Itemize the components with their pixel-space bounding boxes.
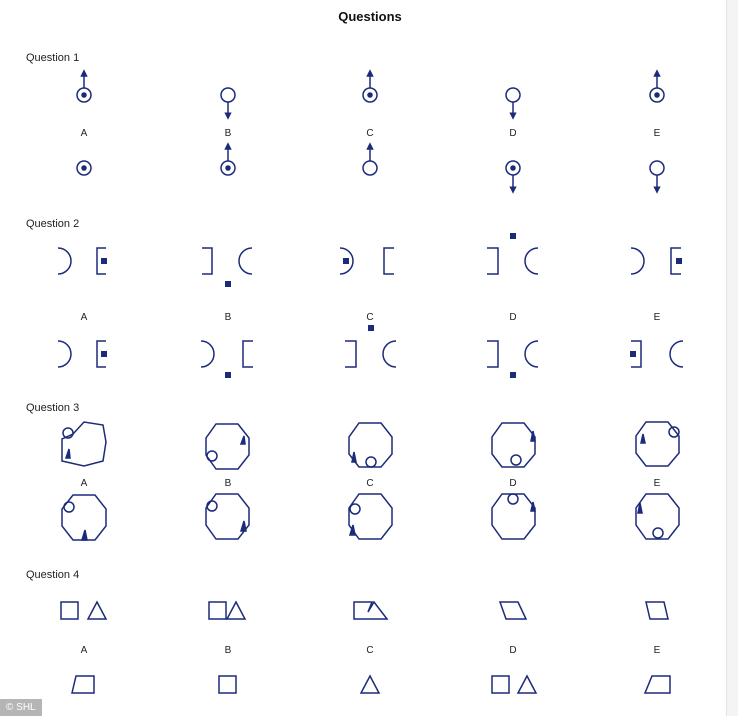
q2-option-a-figure bbox=[58, 341, 107, 367]
q3-row1-figure-2 bbox=[206, 424, 249, 469]
q3-option-b-letter: B bbox=[224, 478, 232, 489]
q4-option-b-letter: B bbox=[224, 645, 232, 656]
q2-option-b-letter: B bbox=[224, 312, 232, 323]
q3-option-e-letter: E bbox=[653, 478, 661, 489]
q3-row1-figure-1 bbox=[62, 422, 106, 466]
q2-row1-figure-4 bbox=[487, 233, 538, 274]
q3-option-d-figure bbox=[492, 494, 535, 539]
q3-option-c-figure bbox=[349, 494, 392, 539]
q1-option-d-figure bbox=[506, 161, 520, 190]
q1-option-e-letter: E bbox=[653, 128, 661, 139]
question-2-label: Question 2 bbox=[26, 218, 80, 230]
q4-option-a-figure bbox=[72, 676, 94, 693]
q2-option-d-figure bbox=[487, 341, 538, 378]
q3-row1-figure-3 bbox=[349, 423, 392, 467]
q1-option-b-figure bbox=[221, 146, 235, 175]
q1-option-a-figure bbox=[77, 161, 91, 175]
question-3-label: Question 3 bbox=[26, 402, 80, 414]
q1-option-e-figure bbox=[650, 161, 664, 190]
q2-row1-figure-1 bbox=[58, 248, 107, 274]
q1-row1-figure-4 bbox=[506, 88, 520, 116]
q1-option-c-letter: C bbox=[366, 128, 374, 139]
q4-option-d-letter: D bbox=[509, 645, 517, 656]
q3-option-c-letter: C bbox=[366, 478, 374, 489]
watermark: © SHL bbox=[0, 699, 42, 716]
q2-option-d-letter: D bbox=[509, 312, 517, 323]
q1-option-b-letter: B bbox=[224, 128, 232, 139]
q1-row1-figure-1 bbox=[77, 73, 91, 102]
page-title: Questions bbox=[338, 9, 402, 24]
q2-option-e-figure bbox=[630, 341, 683, 367]
q2-option-a-letter: A bbox=[80, 312, 88, 323]
q2-row1-figure-2 bbox=[202, 248, 252, 287]
q4-option-a-letter: A bbox=[80, 645, 88, 656]
q1-option-a-letter: A bbox=[80, 128, 88, 139]
q4-row1-figure-5 bbox=[646, 602, 668, 619]
question-4-label: Question 4 bbox=[26, 569, 80, 581]
q4-option-d-figure bbox=[492, 676, 536, 693]
q4-row1-figure-2 bbox=[209, 602, 245, 619]
q4-option-e-figure bbox=[645, 676, 670, 693]
q4-option-b-figure bbox=[219, 676, 236, 693]
q4-option-c-figure bbox=[361, 676, 379, 693]
q3-row1-figure-4 bbox=[492, 423, 535, 467]
q2-option-e-letter: E bbox=[653, 312, 661, 323]
right-margin-strip bbox=[727, 0, 738, 716]
q3-option-a-figure bbox=[62, 495, 106, 540]
q2-option-c-letter: C bbox=[366, 312, 374, 323]
q1-row1-figure-3 bbox=[363, 73, 377, 102]
q3-option-a-letter: A bbox=[80, 478, 88, 489]
q1-row1-figure-5 bbox=[650, 73, 664, 102]
q3-option-b-figure bbox=[206, 494, 249, 539]
q1-option-c-figure bbox=[363, 146, 377, 175]
q2-row1-figure-5 bbox=[631, 248, 682, 274]
question-1-label: Question 1 bbox=[26, 52, 80, 64]
q2-option-b-figure bbox=[201, 341, 253, 378]
q4-option-e-letter: E bbox=[653, 645, 661, 656]
q4-option-c-letter: C bbox=[366, 645, 374, 656]
q4-row1-figure-3 bbox=[354, 602, 387, 619]
q3-option-e-figure bbox=[636, 494, 679, 539]
q2-row1-figure-3 bbox=[340, 248, 394, 274]
q3-row1-figure-5 bbox=[636, 422, 679, 466]
q3-option-d-letter: D bbox=[509, 478, 517, 489]
q4-row1-figure-1 bbox=[61, 602, 106, 619]
q1-option-d-letter: D bbox=[509, 128, 517, 139]
q4-row1-figure-4 bbox=[500, 602, 526, 619]
q1-row1-figure-2 bbox=[221, 88, 235, 116]
q2-option-c-figure bbox=[345, 325, 396, 367]
